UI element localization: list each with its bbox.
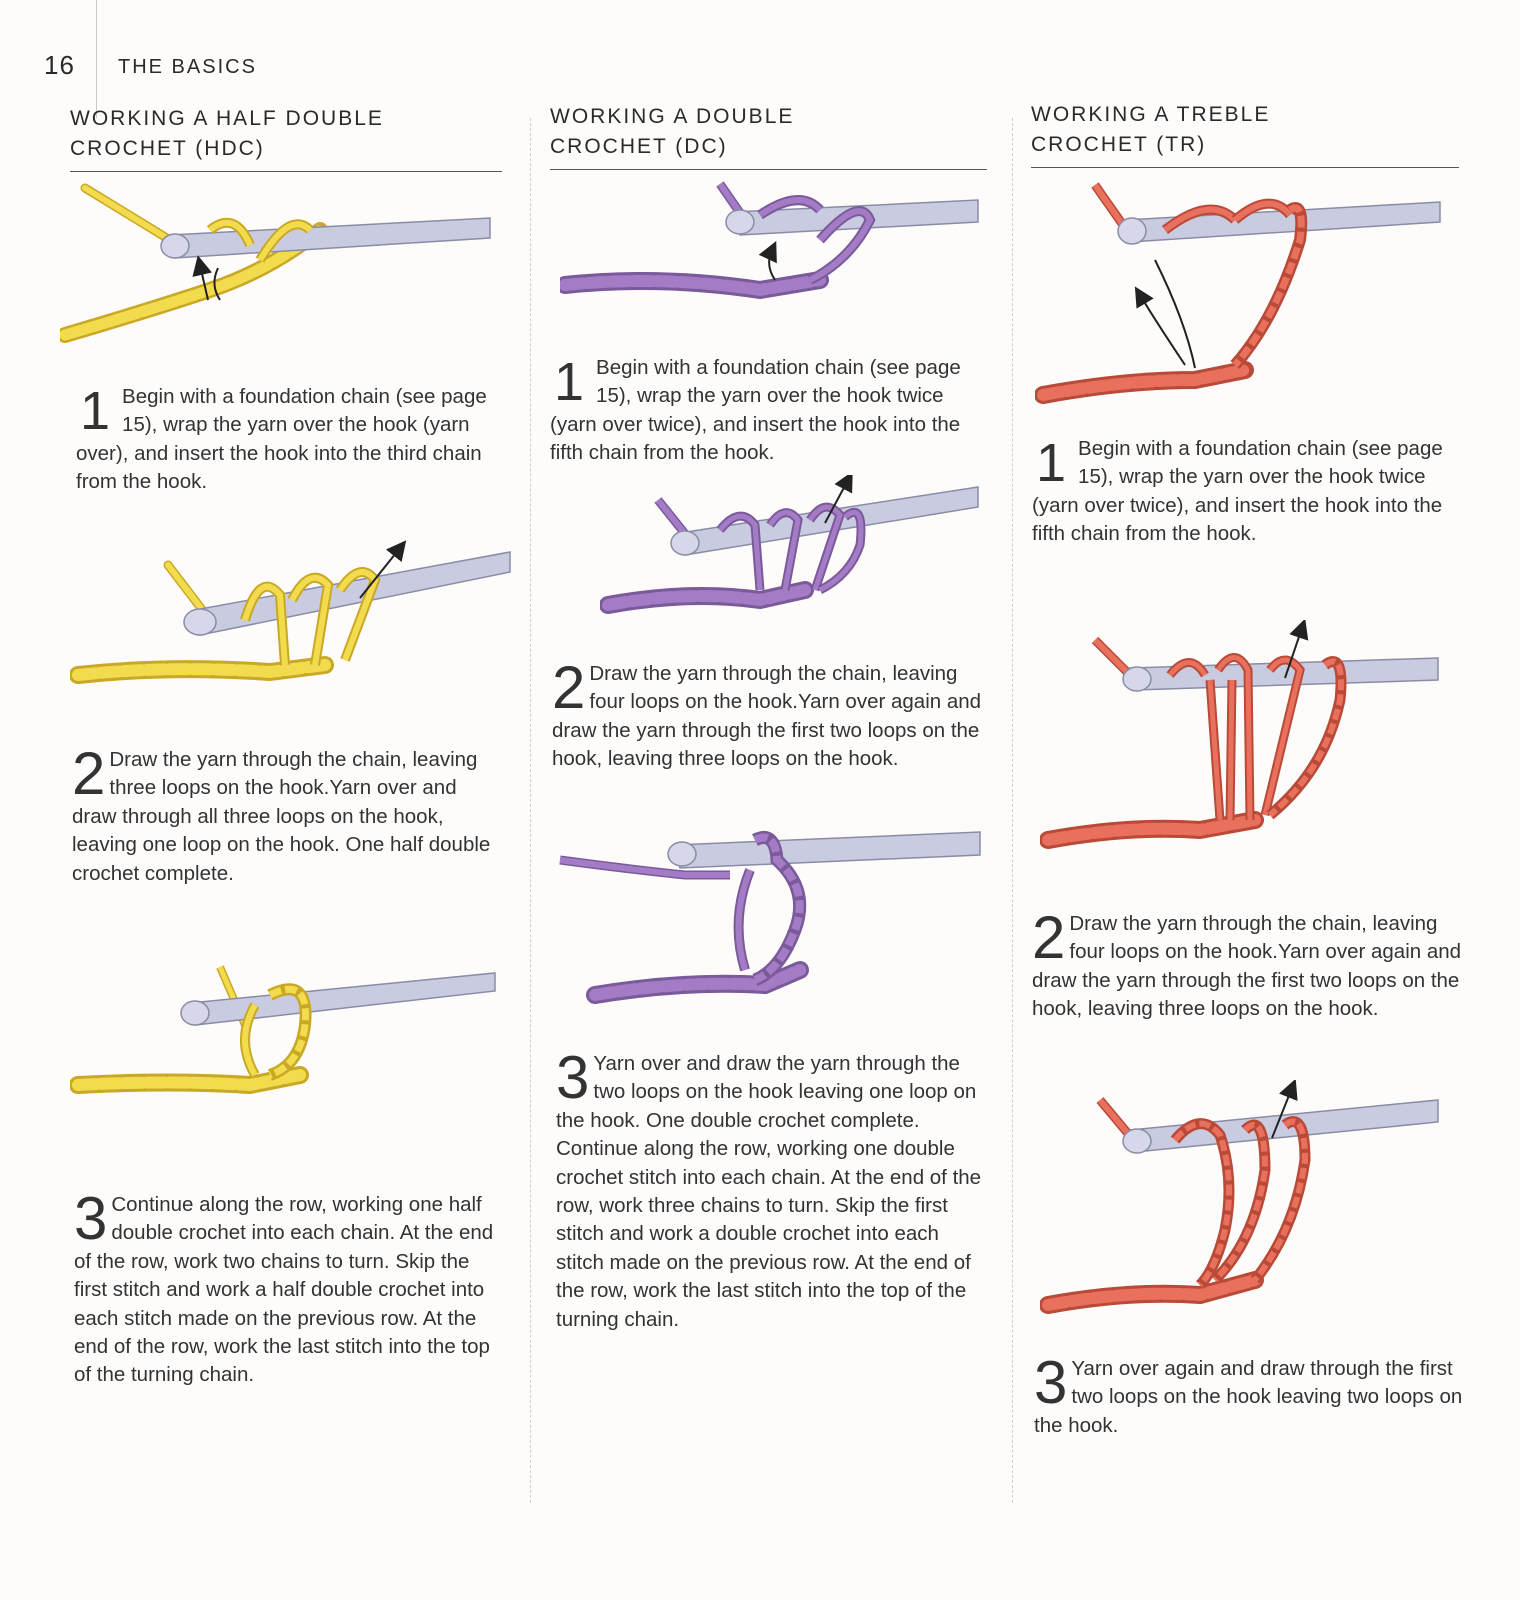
- hdc-step-1: [76, 383, 504, 497]
- step-text: Begin with a foundation chain (see page 15), wrap the yarn over the hook twice (yarn over twice), and insert the hook into the fifth chain from the hook.: [1032, 437, 1443, 546]
- column-divider: [530, 118, 532, 1503]
- step-text: Yarn over again and draw through the first two loops on the hook leaving two loops on the hook.: [1034, 1357, 1463, 1437]
- tr-step1-illustration: [1035, 180, 1450, 420]
- dc-step-3: [556, 1044, 988, 1334]
- step-number: 2: [72, 740, 106, 807]
- header-divider: [96, 0, 97, 118]
- tr-step2-illustration: [1040, 620, 1450, 865]
- title-line-1: WORKING A TREBLE: [1031, 103, 1271, 126]
- title-rule: [70, 171, 502, 172]
- step-number: 1: [1036, 433, 1067, 493]
- step-number: 3: [556, 1044, 590, 1111]
- step-text: Draw the yarn through the chain, leaving four loops on the hook.Yarn over again and draw the yarn through the first two loops on the hook, leaving three loops on the hook.: [1032, 912, 1462, 1021]
- dc-step-1: [550, 354, 982, 468]
- tr-step3-illustration: [1040, 1080, 1450, 1325]
- hdc-step2-illustration: [70, 540, 520, 710]
- title-line-2: CROCHET (TR): [1031, 133, 1207, 156]
- title-rule: [550, 169, 987, 170]
- column-tr: [1031, 100, 1459, 168]
- page-number: 16: [44, 50, 75, 80]
- section-title: THE BASICS: [118, 56, 257, 78]
- step-number: 3: [74, 1185, 108, 1252]
- step-number: 2: [1032, 904, 1066, 971]
- tr-step-3: [1034, 1349, 1464, 1440]
- dc-step1-illustration: [560, 180, 990, 315]
- step-text: Begin with a foundation chain (see page 15), wrap the yarn over the hook (yarn over), and insert the hook into the third chain from the hook.: [76, 385, 487, 494]
- title-line-1: WORKING A DOUBLE: [550, 105, 795, 128]
- column-divider: [1012, 118, 1014, 1503]
- step-number: 1: [80, 381, 111, 441]
- title-line-1: WORKING A HALF DOUBLE: [70, 107, 384, 130]
- step-text: Continue along the row, working one half double crochet into each chain. At the end of the row, work two chains to turn. Skip the first stitch and work a half double crochet into each stitch made on the previous row. At the end of the row, work the last stitch into the top of the turning chain.: [74, 1193, 494, 1387]
- column-title: [550, 102, 987, 162]
- hdc-step3-illustration: [70, 965, 510, 1115]
- hdc-step-3: [74, 1185, 504, 1390]
- title-line-2: CROCHET (HDC): [70, 137, 265, 160]
- step-text: Draw the yarn through the chain, leaving three loops on the hook.Yarn over and draw through all three loops on the hook, leaving one loop on the hook. One half double crochet complete.: [72, 748, 491, 885]
- dc-step3-illustration: [555, 820, 990, 1015]
- step-text: Draw the yarn through the chain, leaving four loops on the hook.Yarn over again and draw the yarn through the first two loops on the hook, leaving three loops on the hook.: [552, 662, 982, 771]
- step-text: Begin with a foundation chain (see page 15), wrap the yarn over the hook twice (yarn over twice), and insert the hook into the fifth chain from the hook.: [550, 356, 961, 465]
- column-hdc: [70, 104, 502, 172]
- column-title: [70, 104, 502, 164]
- step-number: 2: [552, 654, 586, 721]
- hdc-step1-illustration: [60, 180, 500, 360]
- step-text: Yarn over and draw the yarn through the two loops on the hook leaving one loop on the hook. One double crochet complete. Continue along the row, working one double crochet stitch into each chain. At the end of the row, work three chains to turn. Skip the first stitch and work a double crochet into each stitch made on the previous row. At the end of the row, work the last stitch into the top of the turning chain.: [556, 1052, 982, 1331]
- column-title: [1031, 100, 1459, 160]
- dc-step2-illustration: [600, 475, 990, 635]
- tr-step-2: [1032, 904, 1462, 1024]
- step-number: 1: [554, 352, 585, 412]
- title-line-2: CROCHET (DC): [550, 135, 728, 158]
- column-dc: [550, 102, 987, 170]
- dc-step-2: [552, 654, 984, 774]
- title-rule: [1031, 167, 1459, 168]
- hdc-step-2: [72, 740, 504, 888]
- tr-step-1: [1032, 435, 1462, 549]
- step-number: 3: [1034, 1349, 1068, 1416]
